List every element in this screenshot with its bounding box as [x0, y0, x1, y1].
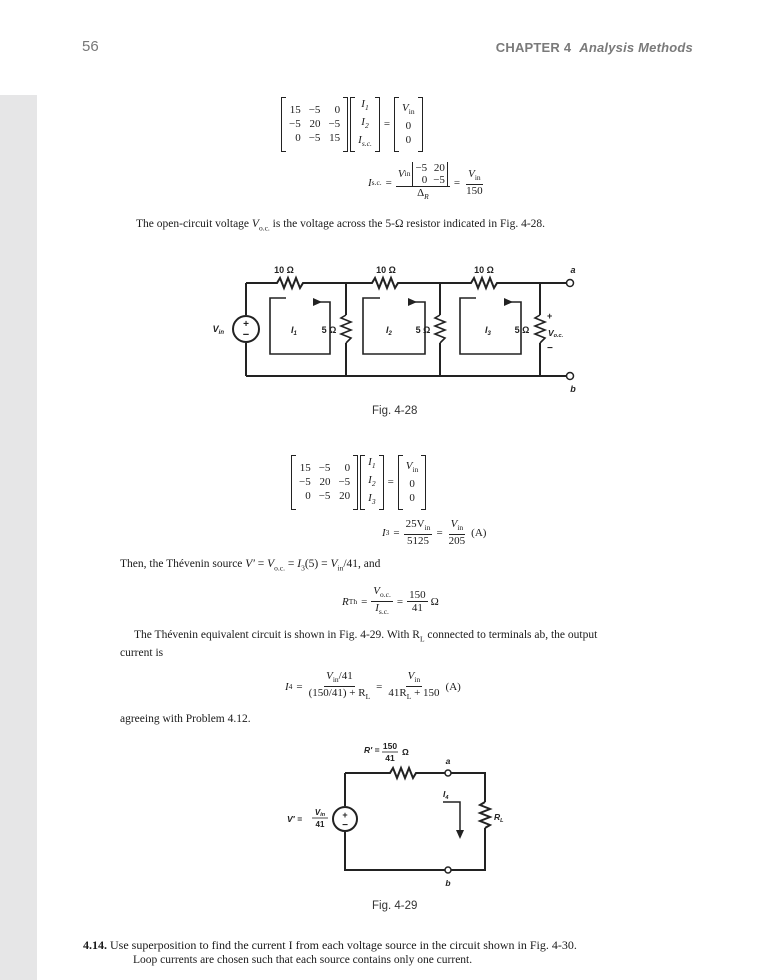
page-number: 56 — [82, 38, 99, 55]
svg-text:b: b — [445, 878, 451, 888]
unknown-vector-2: $I_1$ $I_2$ $I_3$ — [368, 456, 376, 507]
terminal-b — [567, 373, 574, 380]
svg-text:b: b — [570, 384, 576, 394]
unknown-vector-1: $I_1$ $I_2$ $I_{s.c.}$ — [358, 98, 372, 149]
svg-text:a: a — [570, 265, 576, 275]
rhs-vector-2: $V_{in}$ 0 0 — [405, 460, 419, 505]
loop-current-3-arrow — [460, 298, 521, 354]
svg-text:V′ =: V′ = — [287, 814, 303, 824]
svg-text:I1: $I_1$ — [291, 325, 297, 337]
svg-text:+: + — [342, 810, 348, 820]
svg-text:−: − — [342, 820, 348, 831]
problem-4-14: 4.14. Use superposition to find the current I from each voltage source in the circuit shown in Fig. 4-30. Loop currents are chosen such that each source contains only one current. — [83, 938, 577, 966]
svg-text:RL: $R_L$ — [494, 812, 504, 824]
svg-text:5 Ω: 5 Ω — [321, 325, 337, 335]
svg-text:Ω: Ω — [402, 747, 409, 757]
i3-equation: I 3 = $\frac{25V_{in}}{5125}$ = $\frac{V_{in}}{205}$ (A) — [382, 518, 487, 548]
terminal-a — [445, 770, 451, 776]
svg-text:41: 41 — [385, 753, 395, 763]
current-arrow — [443, 802, 460, 830]
svg-text:+: + — [547, 311, 553, 321]
equivalent-circuit-text: The Thévenin equivalent circuit is shown in Fig. 4-29. With $R_L$ connected to terminals ab, the output current is — [120, 629, 598, 660]
isc-equation: I s.c. = V in −5 20 0 −5 $\Delta_R$ = $\frac{V_{in}}{150}$ — [368, 162, 483, 202]
figure-4-28 — [200, 258, 590, 398]
rhs-vector-1: $V_{in}$ 0 0 — [402, 102, 415, 147]
figure-4-29 — [280, 740, 510, 890]
coefficient-matrix-1: 15 −5 0 −5 20 −5 0 −5 15 — [289, 104, 341, 145]
svg-text:I3: $I_3$ — [485, 325, 491, 337]
svg-text:10 Ω: 10 Ω — [274, 265, 294, 275]
svg-text:Vin: $V_{in}$ — [212, 324, 224, 336]
svg-text:41: 41 — [315, 820, 325, 829]
matrix-equation-1: 15 −5 0 −5 20 −5 0 −5 15 $I_1$ $I_2$ $I_{s.c.}$ = $V_{in}$ 0 0 — [281, 97, 423, 152]
svg-text:a: a — [445, 756, 451, 766]
svg-text:10 Ω: 10 Ω — [376, 265, 396, 275]
coefficient-matrix-2: 15 −5 0 −5 20 −5 0 −5 20 — [299, 462, 351, 503]
svg-text:R′ =: R′ = — [364, 745, 380, 755]
problem-number: 4.14. — [83, 938, 107, 952]
terminal-b — [445, 867, 451, 873]
page-sidebar-band — [0, 95, 37, 980]
svg-text:5 Ω: 5 Ω — [415, 325, 431, 335]
svg-text:−: − — [547, 343, 553, 354]
i4-equation: I 4 = $\frac{V_{in}/41}{(150/41) + R_L}$ = $\frac{V_{in}}{41R_L + 150}$ (A) — [285, 670, 461, 702]
chapter-header — [496, 40, 693, 55]
matrix-equation-2: 15 −5 0 −5 20 −5 0 −5 20 $I_1$ $I_2$ $I_3$ = $V_{in}$ 0 0 — [291, 455, 426, 510]
figure-4-28-caption: Fig. 4-28 — [372, 405, 418, 417]
svg-text:−: − — [242, 329, 250, 341]
determinant: −5 20 0 −5 — [412, 162, 447, 186]
svg-text:Vo.c.: Vo.c. — [548, 328, 564, 339]
terminal-a — [567, 280, 574, 287]
rth-equation: R Th = $\frac{V_{o.c.}}{I_{s.c.}}$ = $\frac{150}{41}$ Ω — [342, 585, 439, 617]
svg-text:10 Ω: 10 Ω — [474, 265, 494, 275]
chapter-title: Analysis Methods — [579, 40, 693, 55]
svg-text:5 Ω: 5 Ω — [514, 325, 530, 335]
svg-text:I2: $I_2$ — [386, 325, 392, 337]
svg-text:Vin: Vin — [314, 808, 326, 818]
svg-text:150: 150 — [382, 741, 398, 751]
svg-text:+: + — [243, 319, 249, 330]
chapter-label: CHAPTER 4 — [495, 40, 572, 55]
svg-text:I4: $I_4$ — [443, 789, 449, 801]
figure-4-29-caption: Fig. 4-29 — [372, 900, 418, 912]
agreeing-text: agreeing with Problem 4.12. — [120, 713, 251, 725]
thevenin-source-text: Then, the Thévenin source $V' = V_{o.c.} = I_3(5) = V_{in}/41$, and — [120, 558, 381, 573]
voc-description: The open-circuit voltage $V_{o.c.}$ is the voltage across the 5-Ω resistor indicated in Fig. 4-28. — [136, 218, 546, 233]
